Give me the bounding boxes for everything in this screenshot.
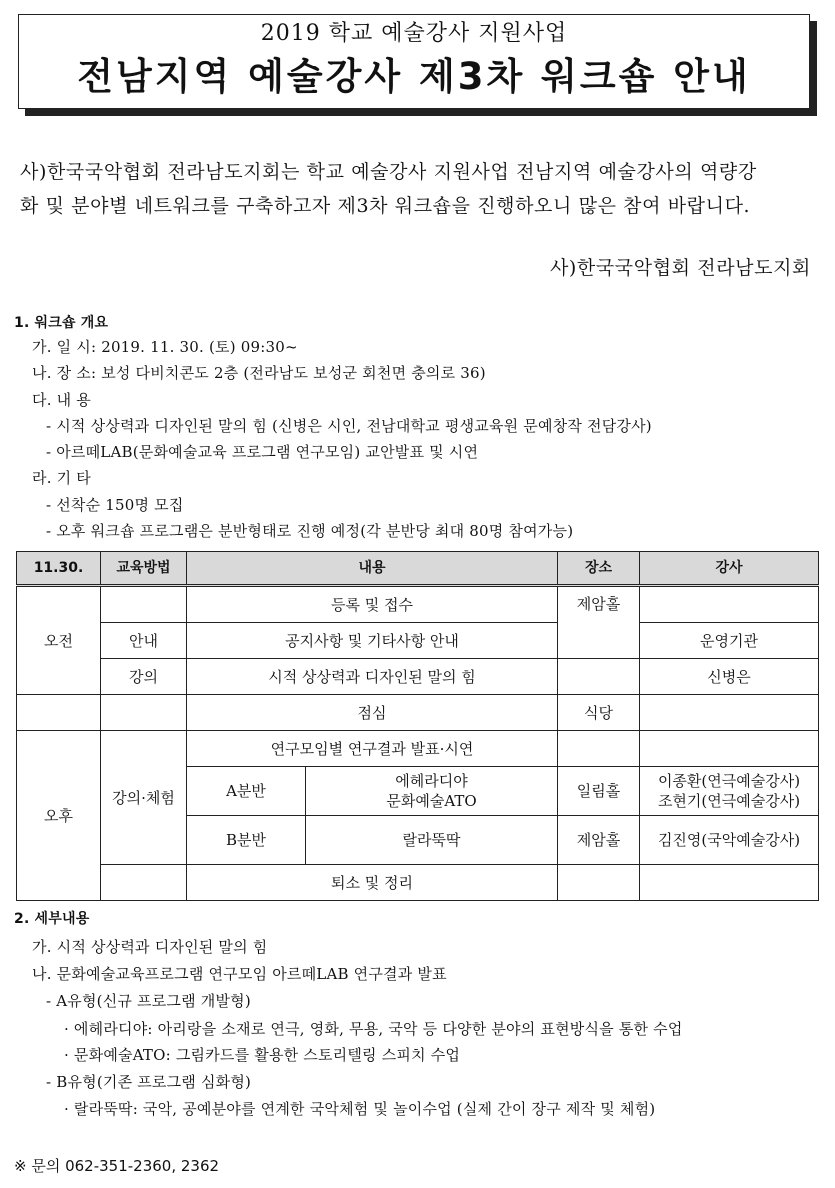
afternoon-label: 오후	[17, 731, 101, 901]
lecture-instructor: 신병은	[640, 659, 819, 695]
empty-cell	[101, 865, 187, 901]
detail-type-a-item: · 에헤라디야: 아리랑을 소재로 연극, 영화, 무용, 국악 등 다양한 분야의 표현방식을 통한 수업	[64, 1020, 683, 1038]
document-title: 전남지역 예술강사 제3차 워크숍 안내	[77, 55, 751, 98]
table-row	[17, 586, 819, 623]
registration-content: 등록 및 접수	[187, 586, 558, 623]
overview-content-item: - 아르떼LAB(문화예술교육 프로그램 연구모임) 교안발표 및 시연	[46, 443, 479, 461]
overview-place: 나. 장 소: 보성 다비치콘도 2층 (전라남도 보성군 회천면 충의로 36)	[32, 364, 486, 382]
practice-method: 강의·체험	[101, 731, 187, 865]
guide-instructor: 운영기관	[640, 623, 819, 659]
guide-method: 안내	[101, 623, 187, 659]
overview-etc-item: - 오후 워크숍 프로그램은 분반형태로 진행 예정(각 분반당 최대 80명 참여가능)	[46, 522, 574, 540]
empty-cell	[640, 586, 819, 623]
header-instructor: 강사	[640, 552, 819, 586]
detail-item-ga: 가. 시적 상상력과 디자인된 말의 힘	[32, 938, 268, 956]
closing-content: 퇴소 및 정리	[187, 865, 558, 901]
table-row	[17, 731, 819, 767]
overview-content-heading: 다. 내 용	[32, 391, 91, 409]
section2-heading: 2. 세부내용	[14, 911, 90, 927]
detail-type-b: - B유형(기존 프로그램 심화형)	[46, 1073, 252, 1091]
overview-etc-heading: 라. 기 타	[32, 469, 91, 487]
detail-type-b-item: · 랄라뚝딱: 국악, 공예분야를 연계한 국악체험 및 놀이수업 (실제 간이 장구 제작 및 체험)	[64, 1100, 656, 1118]
table-row	[17, 659, 819, 695]
group-a-instructor-1: 이종환(연극예술강사)	[657, 772, 801, 790]
lecture-method: 강의	[101, 659, 187, 695]
lunch-place: 식당	[558, 695, 640, 731]
guide-content: 공지사항 및 기타사항 안내	[187, 623, 558, 659]
table-row	[17, 695, 819, 731]
intro-line-1: 사)한국국악협회 전라남도지회는 학교 예술강사 지원사업 전남지역 예술강사의 역량강	[20, 161, 757, 183]
group-a-content	[306, 767, 558, 816]
empty-cell	[640, 865, 819, 901]
header-date: 11.30.	[17, 552, 101, 586]
title-box	[18, 14, 810, 109]
empty-cell	[640, 695, 819, 731]
lunch-content: 점심	[187, 695, 558, 731]
research-title: 연구모임별 연구결과 발표·시연	[187, 731, 558, 767]
group-a-content-1: 에헤라디야	[395, 772, 468, 790]
contact-info: ※ 문의 062-351-2360, 2362	[14, 1157, 220, 1175]
detail-item-na: 나. 문화예술교육프로그램 연구모임 아르떼LAB 연구결과 발표	[32, 965, 447, 983]
empty-cell	[558, 731, 640, 767]
document-subtitle: 2019 학교 예술강사 지원사업	[260, 21, 568, 46]
section1-heading: 1. 워크숍 개요	[14, 315, 109, 331]
header-content: 내용	[187, 552, 558, 586]
group-b-label: B분반	[187, 816, 306, 865]
morning-label: 오전	[17, 586, 101, 695]
empty-cell	[101, 695, 187, 731]
empty-cell	[558, 659, 640, 695]
lecture-content: 시적 상상력과 디자인된 말의 힘	[187, 659, 558, 695]
schedule-header-row	[17, 552, 819, 586]
group-a-label: A분반	[187, 767, 306, 816]
schedule-table	[16, 551, 819, 901]
morning-place: 제암홀	[558, 586, 640, 659]
header-method: 교육방법	[101, 552, 187, 586]
detail-type-a: - A유형(신규 프로그램 개발형)	[46, 992, 251, 1010]
header-place: 장소	[558, 552, 640, 586]
group-a-place: 일림홀	[558, 767, 640, 816]
intro-line-2: 화 및 분야별 네트워크를 구축하고자 제3차 워크숍을 진행하오니 많은 참여 바랍니다.	[20, 195, 751, 217]
group-b-content: 랄라뚝딱	[306, 816, 558, 865]
group-b-place: 제암홀	[558, 816, 640, 865]
empty-cell	[558, 865, 640, 901]
empty-cell	[101, 586, 187, 623]
empty-cell	[640, 731, 819, 767]
overview-etc-item: - 선착순 150명 모집	[46, 496, 184, 514]
overview-date: 가. 일 시: 2019. 11. 30. (토) 09:30~	[32, 338, 298, 356]
group-a-content-2: 문화예술ATO	[386, 792, 477, 810]
table-row	[17, 623, 819, 659]
table-row	[17, 865, 819, 901]
detail-type-a-item: · 문화예술ATO: 그림카드를 활용한 스토리텔링 스피치 수업	[64, 1046, 461, 1064]
signature: 사)한국국악협회 전라남도지회	[549, 257, 811, 279]
group-b-instructor: 김진영(국악예술강사)	[640, 816, 819, 865]
overview-content-item: - 시적 상상력과 디자인된 말의 힘 (신병은 시인, 전남대학교 평생교육원 문예창작 전담강사)	[46, 417, 652, 435]
group-a-instructor-2: 조현기(연극예술강사)	[657, 792, 801, 810]
empty-cell	[17, 695, 101, 731]
group-a-instructors	[640, 767, 819, 816]
